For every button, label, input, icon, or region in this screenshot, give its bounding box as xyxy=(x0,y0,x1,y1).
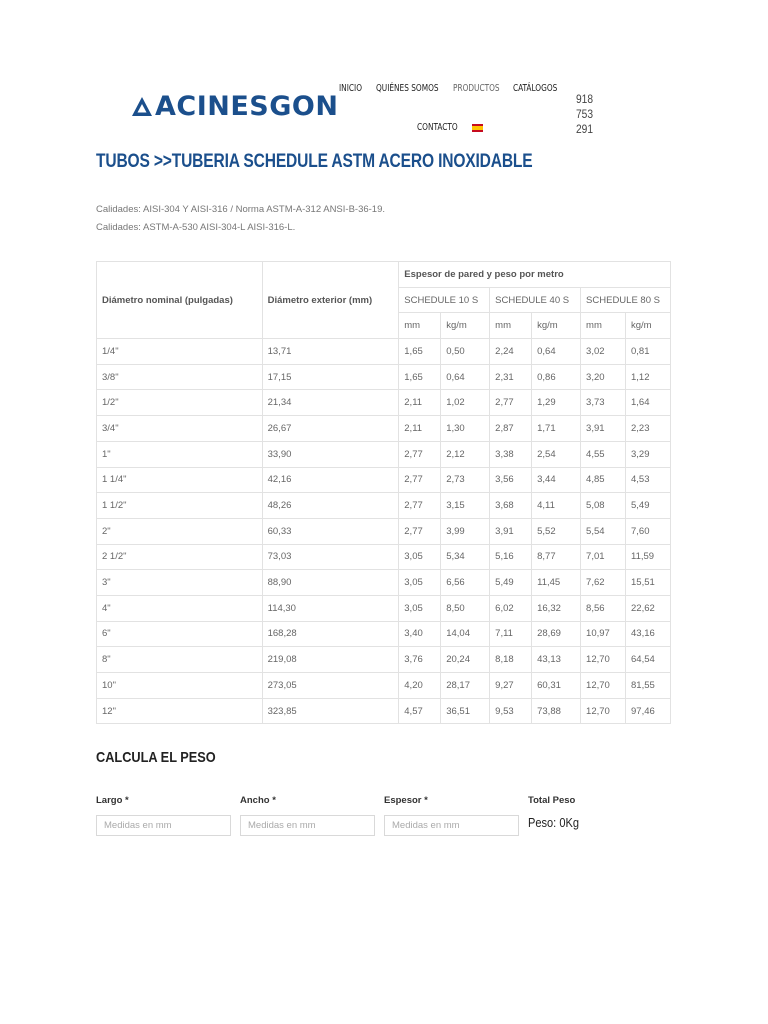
header-wall-thickness-group: Espesor de pared y peso por metro xyxy=(399,262,671,288)
espesor-label: Espesor * xyxy=(384,795,428,806)
table-cell: 11,45 xyxy=(532,570,581,596)
table-cell: 9,27 xyxy=(490,673,532,699)
table-cell: 12,70 xyxy=(581,673,626,699)
header-exterior-diameter: Diámetro exterior (mm) xyxy=(262,262,399,339)
schedule-table xyxy=(96,261,671,724)
table-cell: 1,64 xyxy=(626,390,671,416)
table-cell: 12,70 xyxy=(581,647,626,673)
table-cell: 1,02 xyxy=(441,390,490,416)
table-cell: 10" xyxy=(97,673,263,699)
table-cell: 3,73 xyxy=(581,390,626,416)
largo-label: Largo * xyxy=(96,795,129,806)
table-cell: 2,12 xyxy=(441,441,490,467)
table-cell: 5,16 xyxy=(490,544,532,570)
table-cell: 2,77 xyxy=(399,441,441,467)
table-cell: 5,34 xyxy=(441,544,490,570)
table-cell: 11,59 xyxy=(626,544,671,570)
table-cell: 323,85 xyxy=(262,698,399,724)
table-cell: 2,77 xyxy=(399,493,441,519)
table-cell: 2,77 xyxy=(490,390,532,416)
table-cell: 28,17 xyxy=(441,673,490,699)
table-cell: 2" xyxy=(97,518,263,544)
table-cell: 60,33 xyxy=(262,518,399,544)
table-cell: 5,49 xyxy=(490,570,532,596)
nav-productos[interactable]: PRODUCTOS xyxy=(453,83,500,94)
table-row xyxy=(97,467,671,493)
largo-input[interactable] xyxy=(96,815,231,836)
header-unit: mm xyxy=(490,313,532,339)
table-cell: 81,55 xyxy=(626,673,671,699)
table-cell: 12,70 xyxy=(581,698,626,724)
table-row xyxy=(97,390,671,416)
table-cell: 0,86 xyxy=(532,364,581,390)
table-cell: 12" xyxy=(97,698,263,724)
table-cell: 114,30 xyxy=(262,595,399,621)
table-cell: 43,13 xyxy=(532,647,581,673)
table-cell: 1,29 xyxy=(532,390,581,416)
table-cell: 3,29 xyxy=(626,441,671,467)
table-row xyxy=(97,698,671,724)
table-cell: 6,02 xyxy=(490,595,532,621)
table-cell: 73,88 xyxy=(532,698,581,724)
table-cell: 7,60 xyxy=(626,518,671,544)
quality-description-1: Calidades: AISI-304 Y AISI-316 / Norma ASTM-A-312 ANSI-B-36-19. xyxy=(96,204,386,215)
table-row xyxy=(97,493,671,519)
table-cell: 9,53 xyxy=(490,698,532,724)
table-cell: 48,26 xyxy=(262,493,399,519)
table-cell: 7,62 xyxy=(581,570,626,596)
table-row xyxy=(97,416,671,442)
table-cell: 1" xyxy=(97,441,263,467)
table-cell: 2,77 xyxy=(399,467,441,493)
table-cell: 3/4" xyxy=(97,416,263,442)
table-cell: 1,71 xyxy=(532,416,581,442)
table-cell: 7,01 xyxy=(581,544,626,570)
table-cell: 14,04 xyxy=(441,621,490,647)
total-weight-label: Total Peso xyxy=(528,795,576,806)
table-cell: 2,11 xyxy=(399,416,441,442)
table-cell: 3,05 xyxy=(399,544,441,570)
table-cell: 1 1/2" xyxy=(97,493,263,519)
table-cell: 1,65 xyxy=(399,364,441,390)
table-cell: 2,54 xyxy=(532,441,581,467)
table-cell: 6,56 xyxy=(441,570,490,596)
table-cell: 2,73 xyxy=(441,467,490,493)
header-schedule-10s: SCHEDULE 10 S xyxy=(399,287,490,313)
table-row xyxy=(97,544,671,570)
table-cell: 4" xyxy=(97,595,263,621)
table-cell: 1 1/4" xyxy=(97,467,263,493)
table-cell: 5,54 xyxy=(581,518,626,544)
table-cell: 21,34 xyxy=(262,390,399,416)
table-cell: 16,32 xyxy=(532,595,581,621)
table-cell: 1,30 xyxy=(441,416,490,442)
table-cell: 4,55 xyxy=(581,441,626,467)
table-cell: 88,90 xyxy=(262,570,399,596)
table-cell: 1,12 xyxy=(626,364,671,390)
table-cell: 2,31 xyxy=(490,364,532,390)
table-cell: 60,31 xyxy=(532,673,581,699)
table-cell: 97,46 xyxy=(626,698,671,724)
table-cell: 8,50 xyxy=(441,595,490,621)
table-cell: 3,44 xyxy=(532,467,581,493)
table-cell: 4,11 xyxy=(532,493,581,519)
table-row xyxy=(97,441,671,467)
page-title: TUBOS >>TUBERIA SCHEDULE ASTM ACERO INOXIDABLE xyxy=(96,151,533,172)
header-unit: kg/m xyxy=(441,313,490,339)
phone-number[interactable]: 918 753 291 xyxy=(576,92,594,136)
table-cell: 43,16 xyxy=(626,621,671,647)
header-unit: kg/m xyxy=(532,313,581,339)
table-cell: 0,81 xyxy=(626,339,671,365)
espesor-input[interactable] xyxy=(384,815,519,836)
table-row xyxy=(97,570,671,596)
table-cell: 1/2" xyxy=(97,390,263,416)
table-cell: 28,69 xyxy=(532,621,581,647)
table-cell: 6" xyxy=(97,621,263,647)
spain-flag-icon[interactable] xyxy=(472,124,483,132)
table-cell: 2,24 xyxy=(490,339,532,365)
triangle-logo-icon xyxy=(131,96,153,118)
brand-logo[interactable] xyxy=(131,90,338,124)
table-cell: 36,51 xyxy=(441,698,490,724)
table-cell: 15,51 xyxy=(626,570,671,596)
table-cell: 168,28 xyxy=(262,621,399,647)
table-cell: 3,15 xyxy=(441,493,490,519)
total-weight-value: Peso: 0Kg xyxy=(528,815,579,830)
table-cell: 42,16 xyxy=(262,467,399,493)
table-cell: 5,49 xyxy=(626,493,671,519)
table-cell: 5,52 xyxy=(532,518,581,544)
table-cell: 4,57 xyxy=(399,698,441,724)
table-cell: 4,20 xyxy=(399,673,441,699)
table-cell: 219,08 xyxy=(262,647,399,673)
table-row xyxy=(97,621,671,647)
table-cell: 3,20 xyxy=(581,364,626,390)
table-row xyxy=(97,595,671,621)
nav-contacto[interactable]: CONTACTO xyxy=(417,122,458,133)
header-schedule-40s: SCHEDULE 40 S xyxy=(490,287,581,313)
table-cell: 3,05 xyxy=(399,570,441,596)
table-cell: 64,54 xyxy=(626,647,671,673)
quality-description-2: Calidades: ASTM-A-530 AISI-304-L AISI-316-L. xyxy=(96,222,296,233)
header-unit: mm xyxy=(399,313,441,339)
brand-name: ACINESGON xyxy=(155,91,339,122)
table-cell: 3" xyxy=(97,570,263,596)
table-cell: 3,56 xyxy=(490,467,532,493)
nav-catalogos[interactable]: CATÁLOGOS xyxy=(513,83,558,94)
header-nominal-diameter: Diámetro nominal (pulgadas) xyxy=(97,262,263,339)
header-unit: mm xyxy=(581,313,626,339)
table-row xyxy=(97,647,671,673)
table-cell: 8" xyxy=(97,647,263,673)
ancho-input[interactable] xyxy=(240,815,375,836)
table-cell: 1/4" xyxy=(97,339,263,365)
table-cell: 3,02 xyxy=(581,339,626,365)
table-row xyxy=(97,364,671,390)
table-cell: 2,11 xyxy=(399,390,441,416)
table-cell: 2,77 xyxy=(399,518,441,544)
table-cell: 3,68 xyxy=(490,493,532,519)
table-cell: 17,15 xyxy=(262,364,399,390)
header-schedule-80s: SCHEDULE 80 S xyxy=(581,287,671,313)
table-cell: 8,56 xyxy=(581,595,626,621)
table-cell: 26,67 xyxy=(262,416,399,442)
table-cell: 3,91 xyxy=(490,518,532,544)
table-cell: 0,64 xyxy=(532,339,581,365)
table-row xyxy=(97,673,671,699)
table-cell: 4,53 xyxy=(626,467,671,493)
table-cell: 4,85 xyxy=(581,467,626,493)
table-body xyxy=(97,339,671,724)
table-cell: 8,77 xyxy=(532,544,581,570)
table-cell: 33,90 xyxy=(262,441,399,467)
table-cell: 0,64 xyxy=(441,364,490,390)
table-cell: 2,87 xyxy=(490,416,532,442)
table-cell: 22,62 xyxy=(626,595,671,621)
table-cell: 13,71 xyxy=(262,339,399,365)
table-cell: 3,05 xyxy=(399,595,441,621)
calc-title: CALCULA EL PESO xyxy=(96,749,216,766)
table-cell: 3,38 xyxy=(490,441,532,467)
table-cell: 3,91 xyxy=(581,416,626,442)
table-row xyxy=(97,518,671,544)
table-cell: 0,50 xyxy=(441,339,490,365)
table-cell: 3,40 xyxy=(399,621,441,647)
table-cell: 273,05 xyxy=(262,673,399,699)
table-cell: 5,08 xyxy=(581,493,626,519)
table-cell: 1,65 xyxy=(399,339,441,365)
table-cell: 3/8" xyxy=(97,364,263,390)
nav-quienes-somos[interactable]: QUIÉNES SOMOS xyxy=(376,83,439,94)
table-cell: 7,11 xyxy=(490,621,532,647)
table-cell: 2,23 xyxy=(626,416,671,442)
table-cell: 2 1/2" xyxy=(97,544,263,570)
table-cell: 3,99 xyxy=(441,518,490,544)
table-cell: 73,03 xyxy=(262,544,399,570)
table-cell: 8,18 xyxy=(490,647,532,673)
table-cell: 10,97 xyxy=(581,621,626,647)
table-row xyxy=(97,339,671,365)
table-cell: 3,76 xyxy=(399,647,441,673)
table-cell: 20,24 xyxy=(441,647,490,673)
header-unit: kg/m xyxy=(626,313,671,339)
ancho-label: Ancho * xyxy=(240,795,276,806)
nav-inicio[interactable]: INICIO xyxy=(339,83,362,94)
